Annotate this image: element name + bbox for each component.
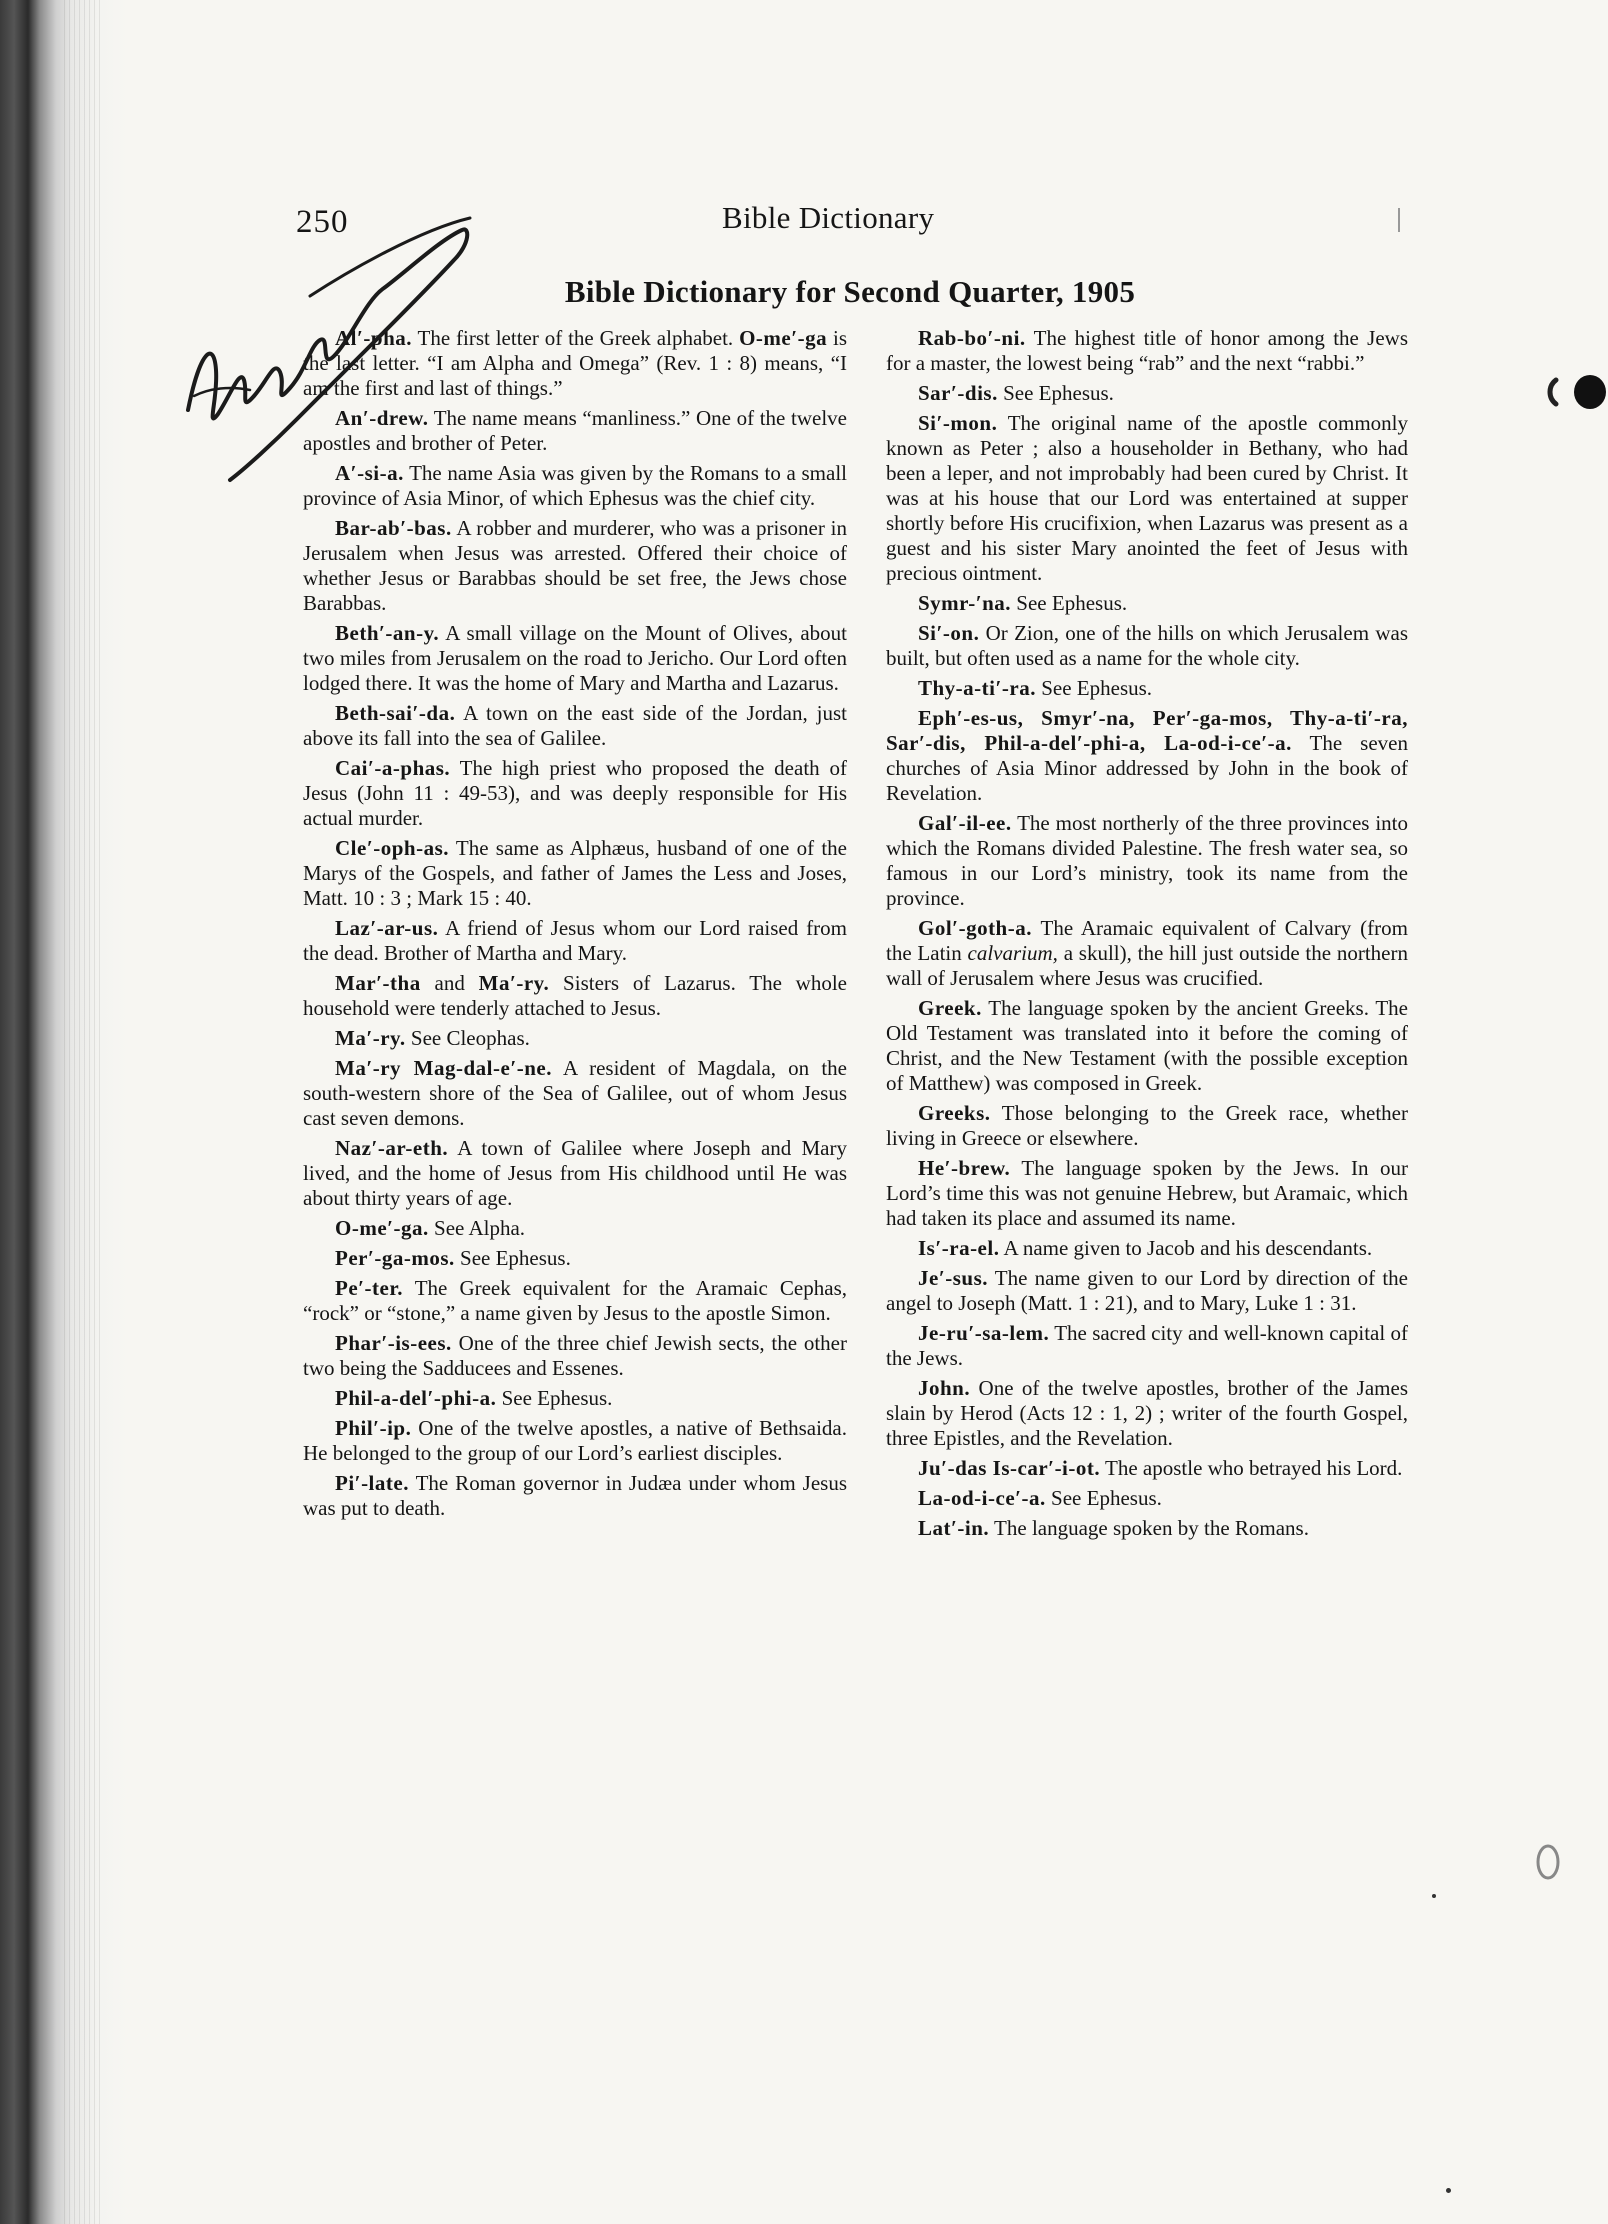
dictionary-entry bbox=[886, 1456, 1408, 1481]
dictionary-entry bbox=[303, 1026, 847, 1051]
dictionary-entry bbox=[303, 1246, 847, 1271]
entry-headword: La-od-i-ce′-a. bbox=[918, 1486, 1046, 1510]
dictionary-entry bbox=[886, 411, 1408, 586]
dictionary-entry bbox=[303, 621, 847, 696]
entry-text: The Aramaic equivalent of Calvary (from the Latin bbox=[886, 916, 1408, 965]
entry-text: A town on the east side of the Jordan, just above its fall into the sea of Galilee. bbox=[303, 701, 847, 750]
entry-headword: Greek. bbox=[918, 996, 982, 1020]
entry-text: See Ephesus. bbox=[997, 381, 1114, 405]
entry-headword: Cle′-oph-as. bbox=[335, 836, 449, 860]
dictionary-entry bbox=[886, 621, 1408, 671]
entry-headword: Gol′-goth-a. bbox=[918, 916, 1032, 940]
entry-headword: A′-si-a. bbox=[335, 461, 404, 485]
entry-headword: Phil′-ip. bbox=[335, 1416, 412, 1440]
entry-headword: Ma′-ry. bbox=[478, 971, 550, 995]
dictionary-entry bbox=[886, 1156, 1408, 1231]
entry-headword: Lat′-in. bbox=[918, 1516, 990, 1540]
entry-headword: Si′-mon. bbox=[918, 411, 998, 435]
dictionary-entry bbox=[303, 756, 847, 831]
dictionary-entry bbox=[886, 381, 1408, 406]
entry-text: A small village on the Mount of Olives, about two miles from Jerusalem on the road to Jericho. Our Lord often lodged there. It was the home of Mary and Martha and Lazarus. bbox=[303, 621, 847, 695]
entry-headword: O-me′-ga. bbox=[335, 1216, 429, 1240]
entry-headword: Eph′-es-us, Smyr′-na, Per′-ga-mos, Thy-a-ti′-ra, Sar′-dis, Phil-a-del′-phi-a, La-od-i-ce′-a. bbox=[886, 706, 1408, 755]
entry-text: One of the twelve apostles, a native of Bethsaida. He belonged to the group of our Lord’s earliest disciples. bbox=[303, 1416, 847, 1465]
entry-headword: Cai′-a-phas. bbox=[335, 756, 451, 780]
entry-headword: He′-brew. bbox=[918, 1156, 1011, 1180]
entry-text: The apostle who betrayed his Lord. bbox=[1100, 1456, 1403, 1480]
entry-headword: Si′-on. bbox=[918, 621, 980, 645]
entry-text: A town of Galilee where Joseph and Mary lived, and the home of Jesus from His childhood until He was about thirty years of age. bbox=[303, 1136, 847, 1210]
entry-text: The language spoken by the Jews. In our Lord’s time this was not genuine Hebrew, but Aramaic, which had taken its place and assumed its name. bbox=[886, 1156, 1408, 1230]
dictionary-entry bbox=[303, 516, 847, 616]
entry-headword: Symr-′na. bbox=[918, 591, 1012, 615]
entry-headword: Beth-sai′-da. bbox=[335, 701, 456, 725]
dictionary-entry bbox=[886, 1321, 1408, 1371]
dictionary-entry bbox=[303, 1136, 847, 1211]
dictionary-entry bbox=[886, 676, 1408, 701]
entry-headword: Ma′-ry. bbox=[335, 1026, 406, 1050]
entry-text: See Ephesus. bbox=[1035, 676, 1153, 700]
entry-text: The seven churches of Asia Minor addressed by John in the book of Revelation. bbox=[886, 731, 1408, 805]
entry-text: The name Asia was given by the Romans to a small province of Asia Minor, of which Ephesus was the chief city. bbox=[303, 461, 847, 510]
entry-headword: Ma′-ry Mag-dal-e′-ne. bbox=[335, 1056, 552, 1080]
entry-text: The language spoken by the ancient Greeks. The Old Testament was translated into it before the coming of Christ, and the New Testament (with the possible exception of Matthew) was composed in Greek. bbox=[886, 996, 1408, 1095]
entry-text: One of the three chief Jewish sects, the other two being the Sadducees and Essenes. bbox=[303, 1331, 847, 1380]
dictionary-entry bbox=[886, 706, 1408, 806]
entry-headword: Phar′-is-ees. bbox=[335, 1331, 452, 1355]
dictionary-entry bbox=[303, 836, 847, 911]
entry-text: A robber and murderer, who was a prisoner in Jerusalem when Jesus was arrested. Offered their choice of whether Jesus or Barabbas should be set free, the Jews chose Barabbas. bbox=[303, 516, 847, 615]
right-column bbox=[886, 326, 1408, 1546]
dictionary-entry bbox=[886, 1101, 1408, 1151]
entry-text: The first letter of the Greek alphabet. bbox=[412, 326, 740, 350]
entry-text: The name means “manliness.” One of the twelve apostles and brother of Peter. bbox=[303, 406, 847, 455]
entry-text: is the last letter. “I am Alpha and Omega” (Rev. 1 : 8) means, “I am the first and last of things.” bbox=[303, 326, 847, 400]
dictionary-entry bbox=[303, 1471, 847, 1521]
entry-headword: Rab-bo′-ni. bbox=[918, 326, 1026, 350]
entry-text: The highest title of honor among the Jews for a master, the lowest being “rab” and the next “rabbi.” bbox=[886, 326, 1408, 375]
page-speck bbox=[1432, 1894, 1436, 1898]
left-column bbox=[303, 326, 847, 1526]
entry-text: See Ephesus. bbox=[454, 1246, 571, 1270]
dictionary-entry bbox=[886, 1266, 1408, 1316]
entry-headword: Laz′-ar-us. bbox=[335, 916, 439, 940]
entry-headword: Pi′-late. bbox=[335, 1471, 409, 1495]
entry-headword: Phil-a-del′-phi-a. bbox=[335, 1386, 497, 1410]
entry-text: The Roman governor in Judæa under whom Jesus was put to death. bbox=[303, 1471, 847, 1520]
entry-headword: Beth′-an-y. bbox=[335, 621, 440, 645]
page-title: Bible Dictionary for Second Quarter, 1905 bbox=[564, 274, 1136, 309]
dictionary-entry bbox=[886, 1376, 1408, 1451]
dictionary-entry bbox=[303, 1216, 847, 1241]
entry-headword: Sar′-dis. bbox=[918, 381, 998, 405]
dictionary-entry bbox=[886, 591, 1408, 616]
dictionary-entry bbox=[303, 1056, 847, 1131]
dictionary-entry bbox=[303, 971, 847, 1021]
dictionary-entry bbox=[303, 1276, 847, 1326]
entry-text: A friend of Jesus whom our Lord raised from the dead. Brother of Martha and Mary. bbox=[303, 916, 847, 965]
entry-text: See Alpha. bbox=[428, 1216, 526, 1240]
dictionary-entry bbox=[303, 701, 847, 751]
entry-text: The same as Alphæus, husband of one of the Marys of the Gospels, and father of James the Less and Joses, Matt. 10 : 3 ; Mark 15 : 40. bbox=[303, 836, 847, 910]
entry-headword: Is′-ra-el. bbox=[918, 1236, 1000, 1260]
dictionary-entry bbox=[886, 811, 1408, 911]
entry-italic-text: calvarium, bbox=[967, 941, 1058, 965]
entry-text: A resident of Magdala, on the south-western shore of the Sea of Galilee, out of whom Jesus cast seven demons. bbox=[303, 1056, 847, 1130]
dictionary-entry bbox=[886, 1486, 1408, 1511]
dictionary-entry bbox=[886, 916, 1408, 991]
entry-text: A name given to Jacob and his descendants. bbox=[999, 1236, 1373, 1260]
margin-ink-blot bbox=[1542, 372, 1608, 412]
entry-headword: O-me′-ga bbox=[739, 326, 828, 350]
entry-text: The language spoken by the Romans. bbox=[989, 1516, 1309, 1540]
entry-text: The sacred city and well-known capital of the Jews. bbox=[886, 1321, 1408, 1370]
entry-headword: An′-drew. bbox=[335, 406, 429, 430]
entry-text: The name given to our Lord by direction of the angel to Joseph (Matt. 1 : 21), and to Mary, Luke 1 : 31. bbox=[886, 1266, 1408, 1315]
entry-text: and bbox=[420, 971, 479, 995]
entry-headword: Ju′-das Is-car′-i-ot. bbox=[918, 1456, 1101, 1480]
entry-text: See Ephesus. bbox=[1045, 1486, 1162, 1510]
entry-headword: Mar′-tha bbox=[335, 971, 421, 995]
entry-headword: Per′-ga-mos. bbox=[335, 1246, 455, 1270]
running-title: Bible Dictionary bbox=[722, 200, 935, 235]
dictionary-entry bbox=[886, 996, 1408, 1096]
dictionary-entry bbox=[886, 1236, 1408, 1261]
entry-headword: Naz′-ar-eth. bbox=[335, 1136, 449, 1160]
entry-text: a skull), the hill just outside the northern wall of Jerusalem where Jesus was crucified. bbox=[886, 941, 1408, 990]
dictionary-entry bbox=[303, 1416, 847, 1466]
page-number: 250 bbox=[296, 204, 349, 240]
entry-text: The original name of the apostle commonly known as Peter ; also a householder in Bethany, who had been a leper, and not improbably had been cured by Christ. It was at his house that our Lord was entertained at supper shortly before His crucifixion, when Lazarus was present as a guest and his sister Mary anointed the feet of Jesus with precious ointment. bbox=[886, 411, 1408, 585]
entry-text: Sisters of Lazarus. The whole household were tenderly attached to Jesus. bbox=[303, 971, 848, 1020]
entry-text: See Ephesus. bbox=[496, 1386, 613, 1410]
handwritten-signature bbox=[170, 200, 500, 500]
entry-headword: Al′-pha. bbox=[335, 326, 413, 350]
entry-headword: Pe′-ter. bbox=[335, 1276, 404, 1300]
header-tick-mark bbox=[1398, 208, 1400, 232]
entry-text: One of the twelve apostles, brother of the James slain by Herod (Acts 12 : 1, 2) ; writer of the fourth Gospel, three Epistles, and the Revelation. bbox=[886, 1376, 1408, 1450]
margin-ring-mark bbox=[1534, 1842, 1562, 1882]
entry-text: See Cleophas. bbox=[405, 1026, 530, 1050]
entry-text: Or Zion, one of the hills on which Jerusalem was built, but often used as a name for the whole city. bbox=[886, 621, 1408, 670]
dictionary-entry bbox=[303, 1331, 847, 1381]
entry-headword: Je′-sus. bbox=[918, 1266, 988, 1290]
entry-headword: Gal′-il-ee. bbox=[918, 811, 1012, 835]
dictionary-entry bbox=[303, 1386, 847, 1411]
entry-text: The high priest who proposed the death of Jesus (John 11 : 49-53), and was deeply responsible for His actual murder. bbox=[303, 756, 847, 830]
entry-text: See Ephesus. bbox=[1011, 591, 1128, 615]
entry-text: The most northerly of the three provinces into which the Romans divided Palestine. The fresh water sea, so famous in our Lord’s ministry, took its name from the province. bbox=[886, 811, 1408, 910]
dictionary-entry bbox=[886, 326, 1408, 376]
entry-headword: Thy-a-ti′-ra. bbox=[918, 676, 1036, 700]
entry-headword: John. bbox=[918, 1376, 971, 1400]
entry-headword: Greeks. bbox=[918, 1101, 991, 1125]
entry-text: Those belonging to the Greek race, whether living in Greece or elsewhere. bbox=[886, 1101, 1408, 1150]
page-speck bbox=[1446, 2188, 1451, 2193]
entry-text: The Greek equivalent for the Aramaic Cephas, “rock” or “stone,” a name given by Jesus to the apostle Simon. bbox=[303, 1276, 847, 1325]
page-edges bbox=[64, 0, 104, 2224]
entry-headword: Bar-ab′-bas. bbox=[335, 516, 452, 540]
dictionary-entry bbox=[303, 916, 847, 966]
entry-headword: Je-ru′-sa-lem. bbox=[918, 1321, 1050, 1345]
dictionary-entry bbox=[886, 1516, 1408, 1541]
